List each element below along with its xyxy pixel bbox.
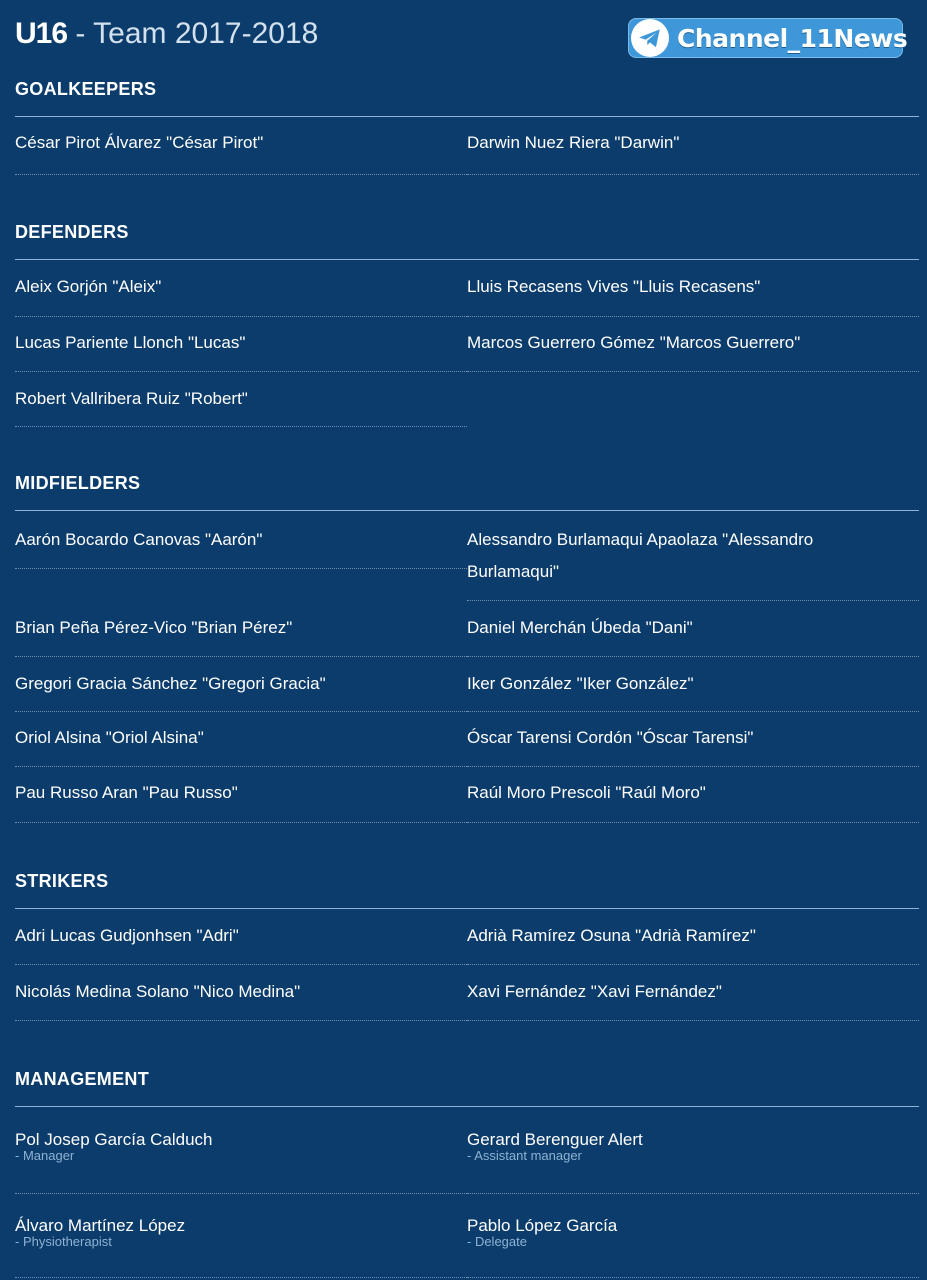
list-item[interactable] — [15, 127, 467, 175]
player-name: Nicolás Medina Solano "Nico Medina" — [15, 982, 301, 1001]
player-name: Lucas Pariente Llonch "Lucas" — [15, 333, 246, 352]
player-name: Óscar Tarensi Cordón "Óscar Tarensi" — [467, 728, 754, 747]
player-name: Alessandro Burlamaqui Apaolaza "Alessandro Burlamaqui" — [467, 530, 814, 581]
section-title-strikers: STRIKERS — [15, 871, 109, 891]
list-item[interactable] — [467, 1210, 919, 1278]
list-item[interactable] — [467, 127, 919, 175]
player-name: Lluis Recasens Vives "Lluis Recasens" — [467, 277, 761, 296]
list-item[interactable] — [467, 976, 919, 1021]
divider — [15, 510, 919, 511]
staff-name: Gerard Berenguer Alert — [467, 1130, 643, 1149]
player-name: Oriol Alsina "Oriol Alsina" — [15, 728, 204, 747]
staff-name: Pol Josep García Calduch — [15, 1130, 213, 1149]
team-label: U16 — [15, 17, 68, 50]
player-name: Gregori Gracia Sánchez "Gregori Gracia" — [15, 674, 326, 693]
player-name: Raúl Moro Prescoli "Raúl Moro" — [467, 783, 706, 802]
list-item[interactable] — [15, 524, 467, 569]
divider — [15, 1106, 919, 1107]
page-header — [15, 14, 318, 54]
section-title-goalkeepers: GOALKEEPERS — [15, 79, 157, 99]
list-item[interactable] — [15, 327, 467, 372]
list-item[interactable] — [467, 920, 919, 965]
staff-name: Pablo López García — [467, 1216, 618, 1235]
player-name: Darwin Nuez Riera "Darwin" — [467, 133, 680, 152]
section-title-defenders: DEFENDERS — [15, 222, 129, 242]
player-name: Robert Vallribera Ruiz "Robert" — [15, 389, 248, 408]
player-name: Aleix Gorjón "Aleix" — [15, 277, 162, 296]
player-name: Adri Lucas Gudjonhsen "Adri" — [15, 926, 239, 945]
page-title — [15, 14, 318, 54]
list-item[interactable] — [15, 668, 467, 712]
player-name: Iker González "Iker González" — [467, 674, 694, 693]
list-item[interactable] — [467, 722, 919, 767]
player-name: Adrià Ramírez Osuna "Adrià Ramírez" — [467, 926, 756, 945]
list-item[interactable] — [467, 668, 919, 712]
divider — [15, 116, 919, 117]
staff-role: - Delegate — [467, 1234, 527, 1249]
list-item[interactable] — [15, 920, 467, 965]
list-item[interactable] — [15, 271, 467, 317]
channel-name: Channel_11News — [677, 23, 908, 53]
section-title-midfielders: MIDFIELDERS — [15, 473, 141, 493]
player-name: Daniel Merchán Úbeda "Dani" — [467, 618, 693, 637]
list-item[interactable] — [467, 524, 919, 601]
list-item[interactable] — [467, 271, 919, 317]
list-item[interactable] — [467, 612, 919, 657]
player-name: Brian Peña Pérez-Vico "Brian Pérez" — [15, 618, 293, 637]
section-title-management: MANAGEMENT — [15, 1069, 149, 1089]
player-name: Aarón Bocardo Canovas "Aarón" — [15, 530, 263, 549]
player-name: César Pirot Álvarez "César Pirot" — [15, 133, 264, 152]
telegram-icon — [631, 19, 669, 57]
list-item[interactable] — [15, 383, 467, 427]
list-item[interactable] — [15, 1210, 467, 1278]
player-name: Pau Russo Aran "Pau Russo" — [15, 783, 238, 802]
list-item[interactable] — [15, 976, 467, 1021]
player-name: Marcos Guerrero Gómez "Marcos Guerrero" — [467, 333, 801, 352]
list-item[interactable] — [15, 777, 467, 823]
divider — [15, 259, 919, 260]
staff-role: - Manager — [15, 1148, 75, 1163]
season-label: - Team 2017-2018 — [67, 17, 319, 50]
staff-role: - Physiotherapist — [15, 1234, 112, 1249]
list-item[interactable] — [15, 722, 467, 767]
list-item[interactable] — [15, 1124, 467, 1194]
player-name: Xavi Fernández "Xavi Fernández" — [467, 982, 722, 1001]
staff-name: Álvaro Martínez López — [15, 1216, 186, 1235]
list-item[interactable] — [467, 777, 919, 823]
list-item[interactable] — [467, 1124, 919, 1194]
channel-watermark — [628, 18, 908, 58]
list-item[interactable] — [467, 327, 919, 372]
staff-role: - Assistant manager — [467, 1148, 582, 1163]
list-item[interactable] — [15, 612, 467, 657]
divider — [15, 908, 919, 909]
